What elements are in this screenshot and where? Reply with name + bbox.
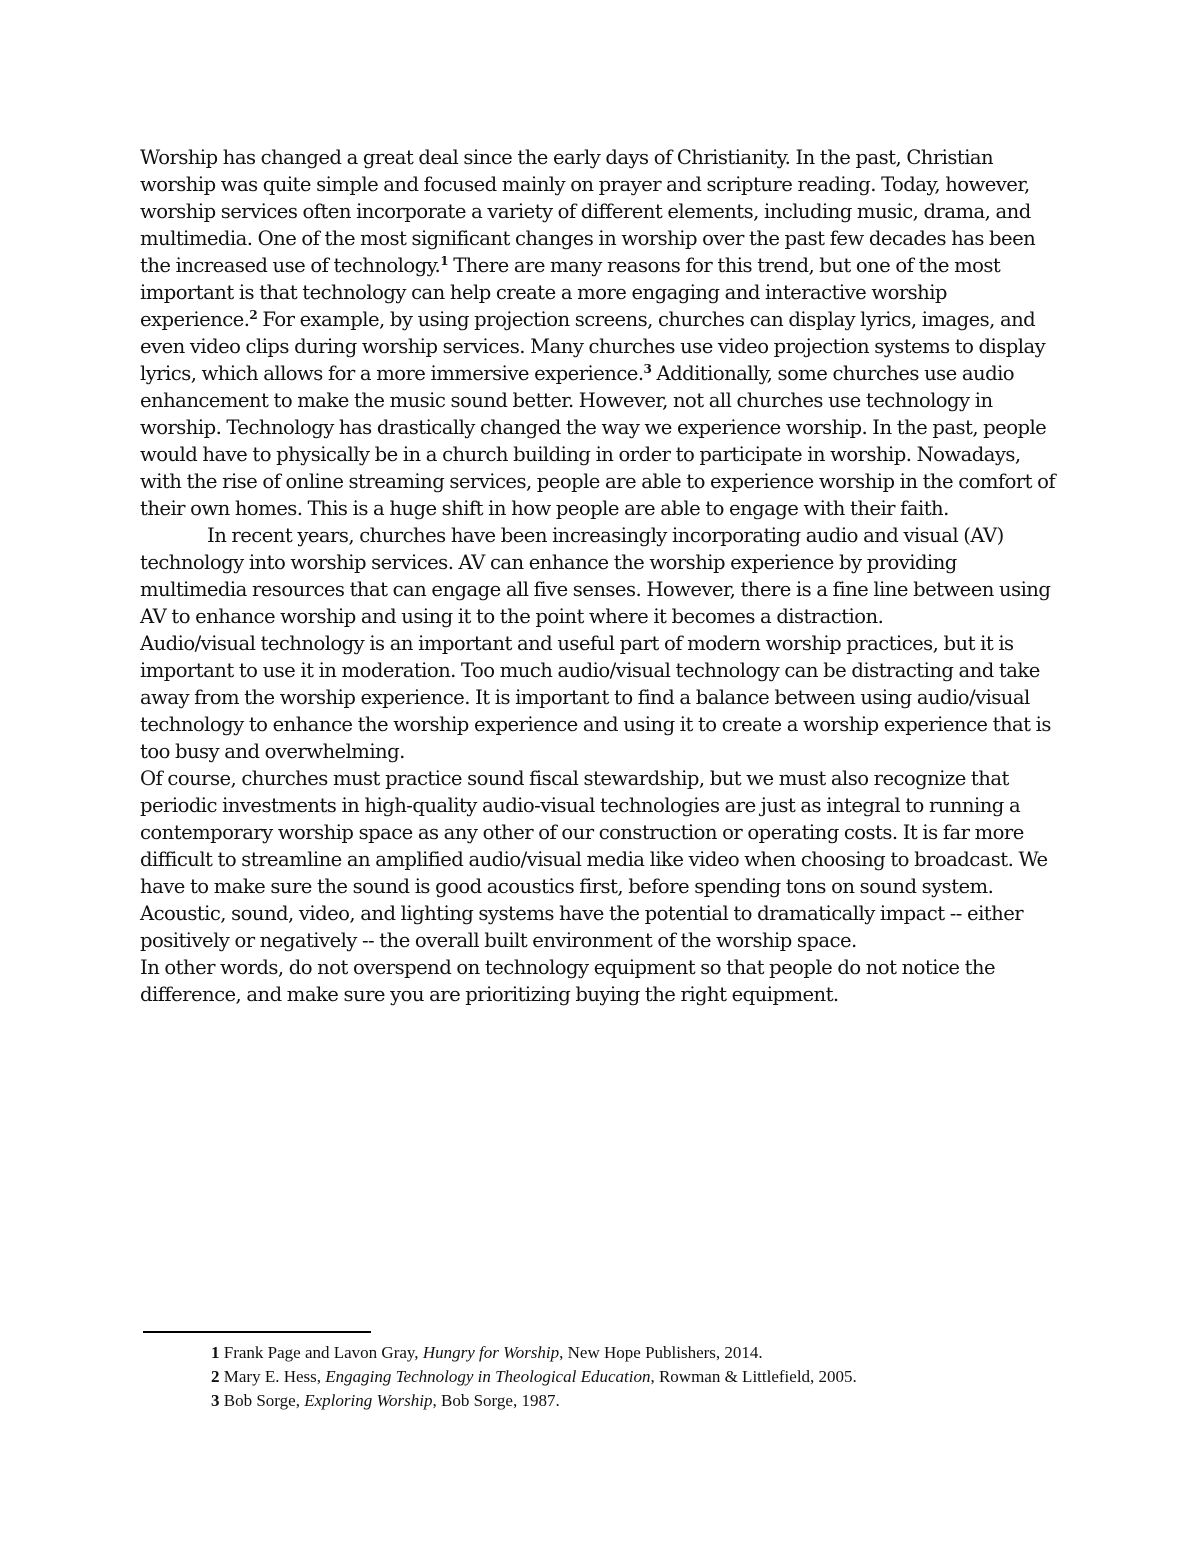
footnote-text: , Rowman & Littlefield, 2005. xyxy=(650,1367,857,1386)
footnotes xyxy=(211,1341,1111,1413)
paragraph xyxy=(140,522,1065,630)
paragraph-text: In recent years, churches have been increasingly incorporating audio and visual (AV) technology into worship services. AV can enhance the worship experience by providing multimedia resources that can engage all five senses. However, there is a fine line between using AV to enhance worship and using it to the point where it becomes a distraction. xyxy=(140,524,1051,628)
paragraph-text: Additionally, some churches use audio enhancement to make the music sound better. However, not all churches use technology in worship. Technology has drastically changed the way we experience worship. In the past, people would have to physically be in a church building in order to participate in worship. Nowadays, with the rise of online streaming services, people are able to experience worship in the comfort of their own homes. This is a huge shift in how people are able to engage with their faith. xyxy=(140,362,1056,520)
footnote-text: Mary E. Hess, xyxy=(219,1367,326,1386)
footnote-text: , Bob Sorge, 1987. xyxy=(432,1391,560,1410)
footnote-text: , New Hope Publishers, 2014. xyxy=(559,1343,763,1362)
footnote-text: Frank Page and Lavon Gray, xyxy=(219,1343,423,1362)
footnote xyxy=(211,1341,1111,1365)
footnote-number: 1 xyxy=(211,1343,220,1362)
footnote-reference[interactable]: 2 xyxy=(249,308,258,322)
paragraph-text: Worship has changed a great deal since the early days of Christianity. In the past, Christian worship was quite simple and focused mainly on prayer and scripture reading. Today, however, worship services often incorporate a variety of different elements, including music, drama, and multimedia. One of the most significant changes in worship over the past few decades has been the increased use of technology. xyxy=(140,146,1036,277)
footnote-text: Bob Sorge, xyxy=(219,1391,305,1410)
paragraph-text: In other words, do not overspend on technology equipment so that people do not notice the difference, and make sure you are prioritizing buying the right equipment. xyxy=(140,956,996,1006)
footnote-number: 3 xyxy=(211,1391,220,1410)
footnote-separator xyxy=(143,1331,371,1333)
footnote-reference[interactable]: 1 xyxy=(440,254,449,268)
footnote xyxy=(211,1389,1111,1413)
footnote-number: 2 xyxy=(211,1367,220,1386)
footnote-reference[interactable]: 3 xyxy=(643,362,652,376)
paragraph xyxy=(140,630,1065,765)
paragraph xyxy=(140,954,1065,1008)
paragraph xyxy=(140,144,1065,522)
footnote-title: Exploring Worship xyxy=(304,1391,433,1410)
paragraph-text: Audio/visual technology is an important and useful part of modern worship practices, but it is important to use it in moderation. Too much audio/visual technology can be distracting and take away from the worship experience. It is important to find a balance between using audio/visual technology to enhance the worship experience and using it to create a worship experience that is too busy and overwhelming. xyxy=(140,632,1051,763)
body-text xyxy=(140,144,1065,1008)
footnote xyxy=(211,1365,1111,1389)
paragraph xyxy=(140,765,1065,954)
paragraph-text: Of course, churches must practice sound fiscal stewardship, but we must also recognize that periodic investments in high-quality audio-visual technologies are just as integral to running a contemporary worship space as any other of our construction or operating costs. It is far more difficult to streamline an amplified audio/visual media like video when choosing to broadcast. We have to make sure the sound is good acoustics first, before spending tons on sound system. Acoustic, sound, video, and lighting systems have the potential to dramatically impact -- either positively or negatively -- the overall built environment of the worship space. xyxy=(140,767,1048,952)
paragraph-text: There are many reasons for this trend, but one of the most important is that technology can help create a more engaging and interactive worship experience. xyxy=(140,254,1001,331)
footnote-title: Engaging Technology in Theological Education xyxy=(325,1367,651,1386)
paragraph-text: For example, by using projection screens, churches can display lyrics, images, and even video clips during worship services. Many churches use video projection systems to display lyrics, which allows for a more immersive experience. xyxy=(140,308,1046,385)
footnote-title: Hungry for Worship xyxy=(422,1343,560,1362)
